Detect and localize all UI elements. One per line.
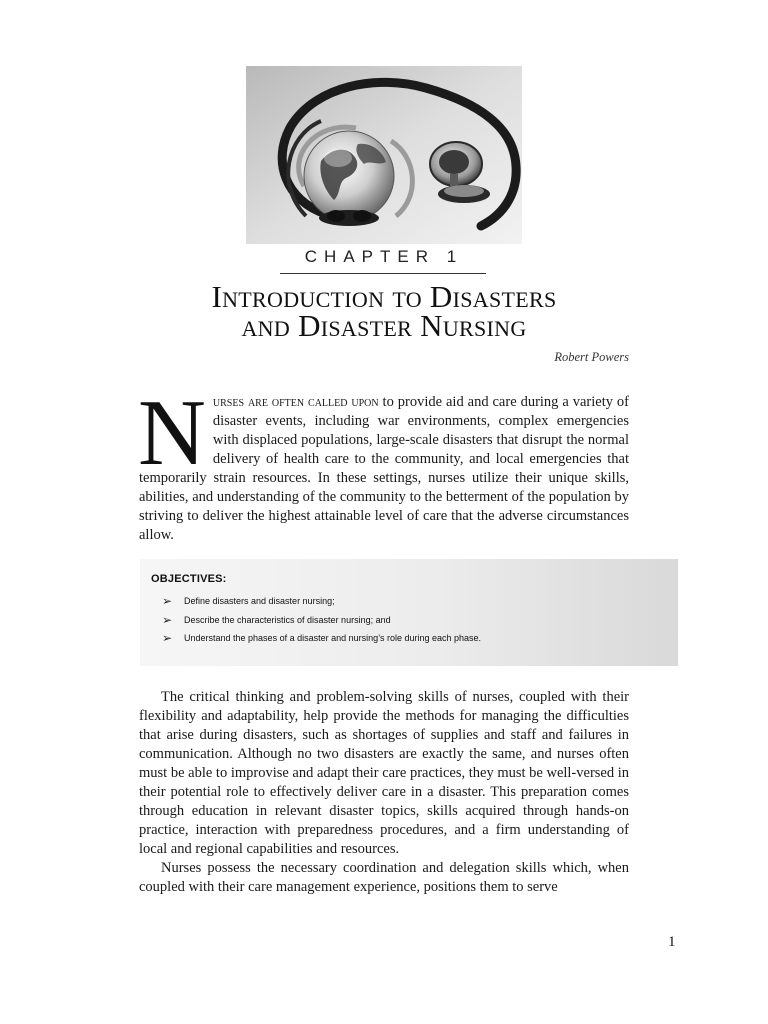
arrow-bullet-icon: ➢ [162,612,173,627]
objective-item [162,629,481,648]
objectives-box [140,559,678,666]
body-section [139,688,629,897]
chapter-title [130,279,638,343]
arrow-bullet-icon: ➢ [162,594,173,608]
arrow-bullet-icon: ➢ [162,631,173,645]
objectives-heading: OBJECTIVES: [151,573,227,585]
objective-item [162,592,481,611]
author-name: Robert Powers [554,350,629,364]
objective-text: Understand the phases of a disaster and nursing’s role during each phase. [184,633,482,643]
opening-paragraph [138,381,629,545]
drop-cap: N [138,381,206,485]
page-number: 1 [668,934,676,950]
opening-paragraph-text: to provide aid and care during a variety of disaster events, including war environments, complex emergencies with displaced populations, large-scale disasters that disrupt the normal delivery of health care to the community, and local emergencies that temporarily strain resources. In these settings, nurses utilize their unique skills, abilities, and understanding of the community to the betterment of the population by striving to deliver the highest attainable level of care that the adverse circumstances allow. [139,394,629,543]
body-paragraph-2: Nurses possess the necessary coordination and delegation skills which, when coupled with their care management experience, positions them to serve [139,860,629,895]
chapter-title-line-2: and Disaster Nursing [241,308,527,343]
objective-item [162,611,481,630]
objective-text: Describe the characteristics of disaster nursing; and [184,614,391,625]
chapter-rule [280,273,486,274]
objectives-list [162,592,481,648]
objective-text: Define disasters and disaster nursing; [184,596,335,606]
chapter-label: CHAPTER 1 [304,247,464,266]
chapter-photo-globe-stethoscope [246,66,522,244]
body-paragraph-1: The critical thinking and problem-solving skills of nurses, coupled with their flexibility and adaptability, help provide the methods for managing the difficulties that arise during disasters, such as shortages of supplies and staff and failures in communication. Although no two disasters are exactly the same, and nurses often must be able to improvise and adapt their care practices, they must be well-versed in their potential role to effectively deliver care in a disaster. This preparation comes through education in relevant disaster topics, skills acquired through hands-on practice, interaction with preparedness procedures, and a firm understanding of local and regional capabilities and resources. [139,689,630,857]
lead-in-text: urses are often called upon [212,394,379,410]
chapter-title-line-1: Introduction to Disasters [211,279,557,314]
